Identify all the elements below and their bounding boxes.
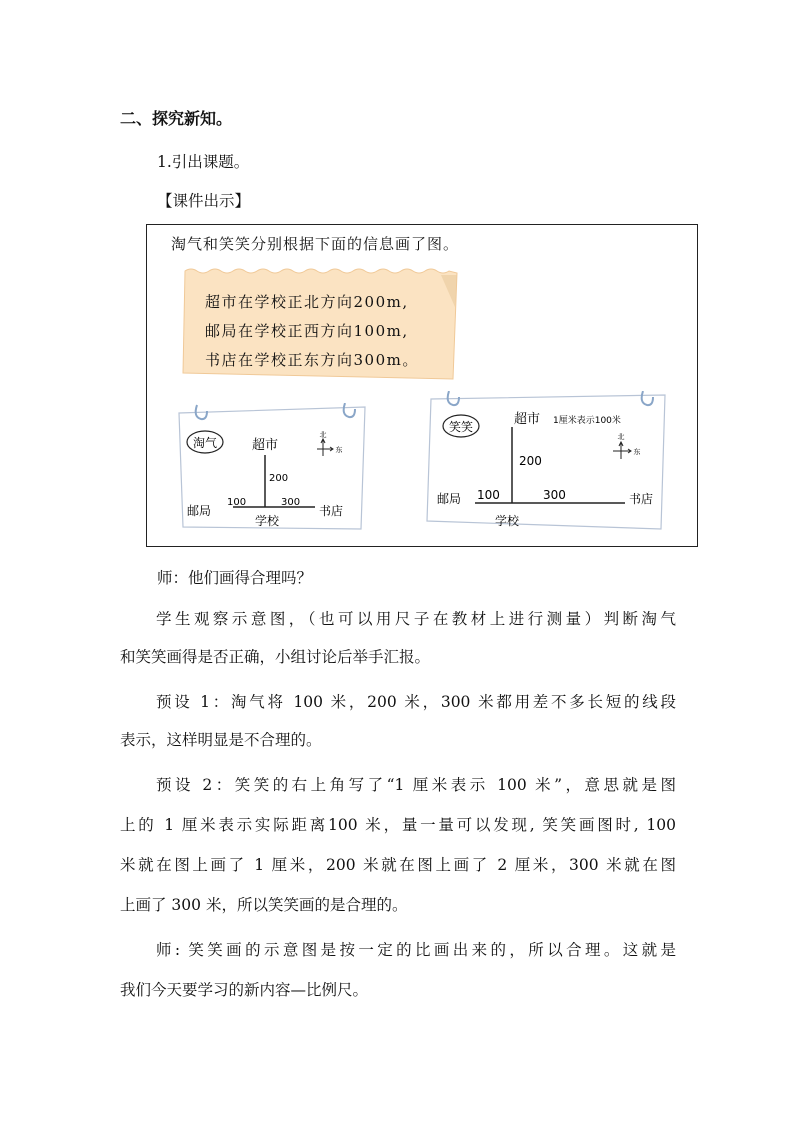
preset2-line-1: 预设 2：笑笑的右上角写了“1 厘米表示 100 米”，意思就是图	[156, 776, 676, 794]
courseware-figure	[146, 224, 698, 547]
xiaoxiao-east-distance: 300	[543, 488, 566, 502]
xiaoxiao-north-distance: 200	[519, 454, 542, 468]
preset1-line-2: 表示，这样明显是不合理的。	[120, 731, 322, 749]
taoqi-supermarket-label: 超市	[251, 438, 279, 453]
courseware-label: 【课件出示】	[157, 192, 251, 210]
taoqi-east-distance: 300	[281, 497, 301, 508]
observe-line-2: 和笑笑画得是否正确，小组讨论后举手汇报。	[120, 648, 431, 666]
teacher-question: 师：他们画得合理吗？	[157, 569, 313, 587]
observe-line-1: 学生观察示意图，（也可以用尺子在教材上进行测量）判断淘气	[156, 610, 676, 628]
xiaoxiao-supermarket-label: 超市	[513, 412, 541, 427]
taoqi-north-distance: 200	[269, 473, 289, 484]
taoqi-drawing-card	[175, 403, 369, 533]
step-title: 1.引出课题。	[157, 153, 250, 171]
xiaoxiao-scale-note: 1厘米表示100米	[553, 416, 621, 426]
xiaoxiao-name-label: 笑笑	[448, 420, 474, 434]
xiaoxiao-school-label: 学校	[495, 514, 520, 528]
xiaoxiao-post-label: 邮局	[437, 492, 462, 506]
taoqi-school-label: 学校	[255, 514, 280, 528]
xiaoxiao-compass-north: 北	[617, 433, 625, 441]
taoqi-post-label: 邮局	[187, 504, 212, 518]
xiaoxiao-compass-east: 东	[633, 448, 641, 456]
xiaoxiao-west-distance: 100	[477, 488, 500, 502]
taoqi-name-label: 淘气	[192, 436, 218, 450]
info-line-post-office: 邮局在学校正西方向100m,	[205, 322, 409, 340]
preset2-line-4: 上画了 300 米，所以笑笑画的是合理的。	[120, 896, 408, 914]
figure-intro: 淘气和笑笑分别根据下面的信息画了图。	[171, 235, 460, 253]
taoqi-bookstore-label: 书店	[319, 504, 344, 518]
xiaoxiao-drawing-card	[425, 391, 671, 531]
taoqi-west-distance: 100	[227, 497, 247, 508]
teacher-summary-line-1: 师: 笑笑画的示意图是按一定的比画出来的，所以合理。这就是	[156, 941, 676, 959]
info-line-bookstore: 书店在学校正东方向300m。	[205, 351, 419, 369]
taoqi-compass-north: 北	[319, 431, 327, 439]
taoqi-compass-east: 东	[335, 446, 343, 454]
xiaoxiao-bookstore-label: 书店	[629, 492, 654, 506]
teacher-summary-line-2: 我们今天要学习的新内容—比例尺。	[120, 981, 369, 999]
section-heading: 二、探究新知。	[120, 109, 233, 128]
info-line-supermarket: 超市在学校正北方向200m,	[205, 293, 409, 311]
preset2-line-3: 米就在图上画了 1 厘米，200 米就在图上画了 2 厘米，300 米就在图	[120, 856, 676, 874]
preset1-line-1: 预设 1：淘气将 100 米，200 米，300 米都用差不多长短的线段	[156, 693, 676, 711]
preset2-line-2: 上的 1 厘米表示实际距离100 米，量一量可以发现, 笑笑画图时, 100	[120, 816, 676, 834]
